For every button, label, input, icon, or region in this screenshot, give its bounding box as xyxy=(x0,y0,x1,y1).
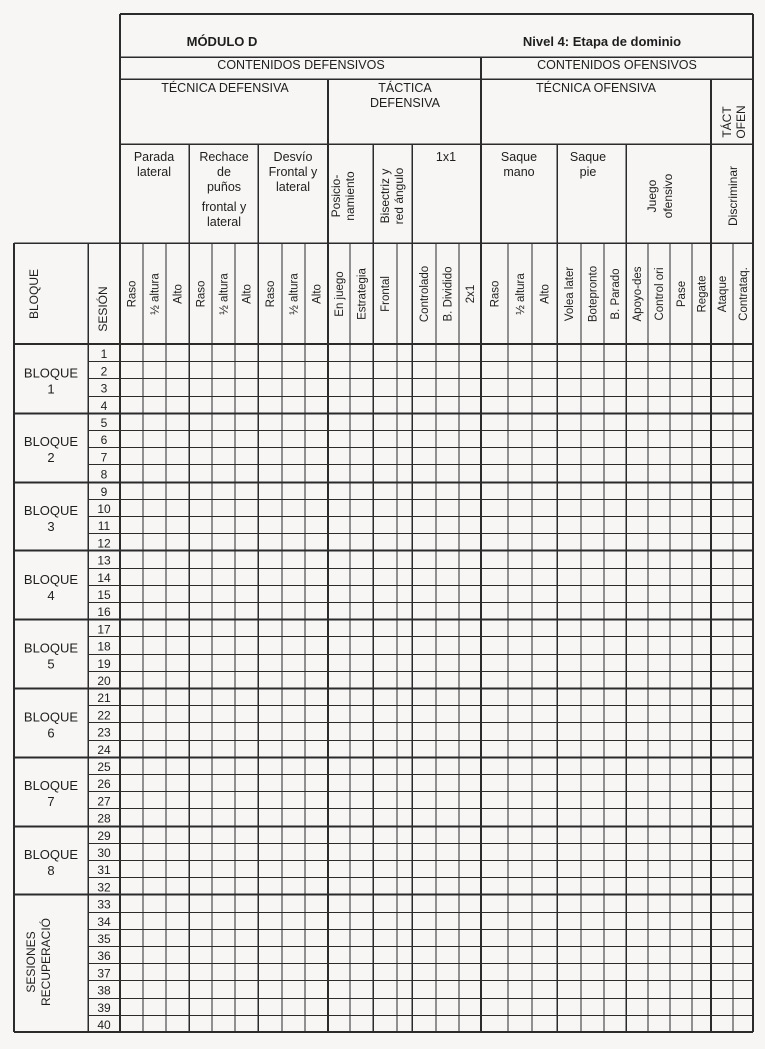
column-label-parada_lateral-1: ½ altura xyxy=(149,273,162,315)
column-label-saque_pie-1: Botepronto xyxy=(587,265,600,323)
recovery-label-1: SESIONES xyxy=(24,931,38,993)
group-rechace-4: frontal y xyxy=(201,200,247,214)
group-saque-pie-2: pie xyxy=(579,165,597,179)
group-bisectriz-2: red ángulo xyxy=(392,167,406,225)
tactica-ofensiva-title-1: TÁCT xyxy=(720,106,734,138)
table-grid xyxy=(14,14,753,1032)
offensive-contents-title: CONTENIDOS OFENSIVOS xyxy=(537,58,697,72)
session-number-5: 5 xyxy=(100,416,108,430)
session-number-28: 28 xyxy=(97,811,111,826)
session-number-12: 12 xyxy=(97,536,111,551)
session-number-32: 32 xyxy=(97,880,111,895)
session-number-16: 16 xyxy=(97,605,111,620)
column-label-juego_ofensivo-3: Regate xyxy=(696,275,709,313)
group-saque-pie-1: Saque xyxy=(569,150,607,164)
column-label-parada_lateral-0: Raso xyxy=(126,280,139,308)
column-label-juego_ofensivo-0: Apoyo-des xyxy=(632,266,644,322)
session-number-24: 24 xyxy=(97,742,111,757)
tactica-defensiva-title-2: DEFENSIVA xyxy=(370,96,440,110)
session-number-30: 30 xyxy=(97,846,111,860)
session-number-4: 4 xyxy=(100,398,108,413)
column-label-posicionamiento-1: Estrategia xyxy=(356,268,369,320)
block-label-5: BLOQUE xyxy=(23,640,79,656)
block-label-8: BLOQUE xyxy=(23,847,79,862)
session-number-36: 36 xyxy=(97,949,111,964)
block-number-7: 7 xyxy=(47,794,55,810)
group-saque-mano-2: mano xyxy=(503,165,535,179)
session-number-38: 38 xyxy=(97,983,111,998)
block-label-7: BLOQUE xyxy=(23,778,79,794)
block-number-6: 6 xyxy=(47,725,55,741)
session-number-34: 34 xyxy=(97,914,111,929)
column-label-desvio-2: Alto xyxy=(311,284,324,304)
group-1x1: 1x1 xyxy=(435,150,457,164)
session-number-13: 13 xyxy=(97,553,111,568)
session-number-9: 9 xyxy=(100,484,108,499)
column-label-saque_mano-1: ½ altura xyxy=(515,273,527,315)
block-number-1: 1 xyxy=(47,381,55,397)
column-label-rechace-2: Alto xyxy=(241,284,254,304)
session-number-3: 3 xyxy=(100,381,108,396)
column-label-rechace-1: ½ altura xyxy=(218,273,231,315)
group-rechace-1: Rechace xyxy=(199,150,249,164)
column-label-bisectriz-0: Frontal xyxy=(380,276,392,312)
block-number-3: 3 xyxy=(47,519,55,534)
block-label-1: BLOQUE xyxy=(23,365,79,381)
session-number-33: 33 xyxy=(97,897,111,912)
tactica-defensiva-title-1: TÁCTICA xyxy=(378,81,432,95)
column-label-desvio-0: Raso xyxy=(265,280,277,308)
session-number-14: 14 xyxy=(97,570,111,585)
session-number-39: 39 xyxy=(97,1000,111,1015)
group-posicionamiento-2: namiento xyxy=(343,171,357,221)
session-number-25: 25 xyxy=(97,760,111,774)
recovery-label-2: RECUPERACIÓ xyxy=(39,917,53,1007)
generated-labels xyxy=(24,266,750,1032)
column-label-parada_lateral-2: Alto xyxy=(172,284,185,304)
column-label-saque_mano-0: Raso xyxy=(489,280,502,308)
tecnica-defensiva-title: TÉCNICA DEFENSIVA xyxy=(161,81,289,95)
session-number-6: 6 xyxy=(100,433,108,448)
column-label-juego_ofensivo-2: Pase xyxy=(676,280,688,308)
block-label-6: BLOQUE xyxy=(23,709,79,725)
session-number-22: 22 xyxy=(97,708,111,723)
column-label-desvio-1: ½ altura xyxy=(288,273,301,315)
group-posicionamiento-1: Posicio- xyxy=(329,174,343,218)
session-number-40: 40 xyxy=(97,1018,111,1032)
level-title: Nivel 4: Etapa de dominio xyxy=(522,34,682,49)
session-number-21: 21 xyxy=(97,691,111,706)
session-number-37: 37 xyxy=(97,966,111,981)
session-number-31: 31 xyxy=(97,863,111,878)
group-juego-ofensivo-1: Juego xyxy=(645,179,659,213)
sesion-column-header: SESIÓN xyxy=(96,286,110,332)
group-bisectriz-1: Bisectriz y xyxy=(378,168,392,224)
session-number-11: 11 xyxy=(97,519,111,534)
column-label-rechace-0: Raso xyxy=(195,280,208,308)
column-label-uno_x_uno-2: 2x1 xyxy=(465,284,477,304)
group-desvio-2: Frontal y xyxy=(268,165,318,179)
group-discriminar: Discriminar xyxy=(726,166,740,226)
session-number-20: 20 xyxy=(97,674,111,688)
group-desvio-3: lateral xyxy=(275,180,311,194)
block-number-2: 2 xyxy=(47,450,55,466)
block-label-3: BLOQUE xyxy=(23,503,79,518)
session-number-15: 15 xyxy=(97,588,111,602)
column-label-uno_x_uno-1: B. Dividido xyxy=(442,266,455,322)
session-number-27: 27 xyxy=(97,794,111,809)
block-number-4: 4 xyxy=(47,587,55,603)
group-desvio-1: Desvío xyxy=(273,150,313,164)
group-saque-mano-1: Saque xyxy=(500,150,538,164)
session-number-8: 8 xyxy=(100,467,108,482)
group-rechace-5: lateral xyxy=(206,215,242,229)
session-number-23: 23 xyxy=(97,725,111,740)
session-number-26: 26 xyxy=(97,777,111,792)
column-label-posicionamiento-0: En juego xyxy=(334,271,346,317)
session-number-1: 1 xyxy=(100,347,108,362)
tactica-ofensiva-title-2: OFEN xyxy=(734,105,748,139)
defensive-contents-title: CONTENIDOS DEFENSIVOS xyxy=(217,58,385,72)
block-label-4: BLOQUE xyxy=(23,571,79,587)
session-number-29: 29 xyxy=(97,828,111,843)
module-title: MÓDULO D xyxy=(186,34,258,49)
column-label-saque_pie-0: Volea later xyxy=(564,266,576,322)
group-parada-lateral-2: lateral xyxy=(136,165,172,179)
column-label-discriminar-1: Contrataq. xyxy=(738,267,750,321)
session-number-35: 35 xyxy=(97,932,111,946)
block-number-8: 8 xyxy=(47,863,55,878)
bloque-column-header: BLOQUE xyxy=(27,268,41,320)
column-label-discriminar-0: Ataque xyxy=(717,275,729,313)
column-label-uno_x_uno-0: Controlado xyxy=(419,265,431,323)
session-number-2: 2 xyxy=(100,364,108,379)
column-label-juego_ofensivo-1: Control ori xyxy=(654,267,666,321)
session-number-18: 18 xyxy=(97,639,111,654)
group-rechace-3: puños xyxy=(206,180,242,194)
block-label-2: BLOQUE xyxy=(23,434,79,450)
group-rechace-2: de xyxy=(217,165,231,179)
block-number-5: 5 xyxy=(47,656,55,672)
session-number-19: 19 xyxy=(97,656,111,671)
group-juego-ofensivo-2: ofensivo xyxy=(661,173,675,219)
column-label-saque_pie-2: B. Parado xyxy=(610,268,622,320)
session-number-7: 7 xyxy=(100,450,108,465)
group-parada-lateral-1: Parada xyxy=(133,150,175,164)
session-number-10: 10 xyxy=(97,502,111,516)
column-label-saque_mano-2: Alto xyxy=(539,284,552,304)
tecnica-ofensiva-title: TÉCNICA OFENSIVA xyxy=(536,81,656,95)
session-number-17: 17 xyxy=(97,622,111,637)
